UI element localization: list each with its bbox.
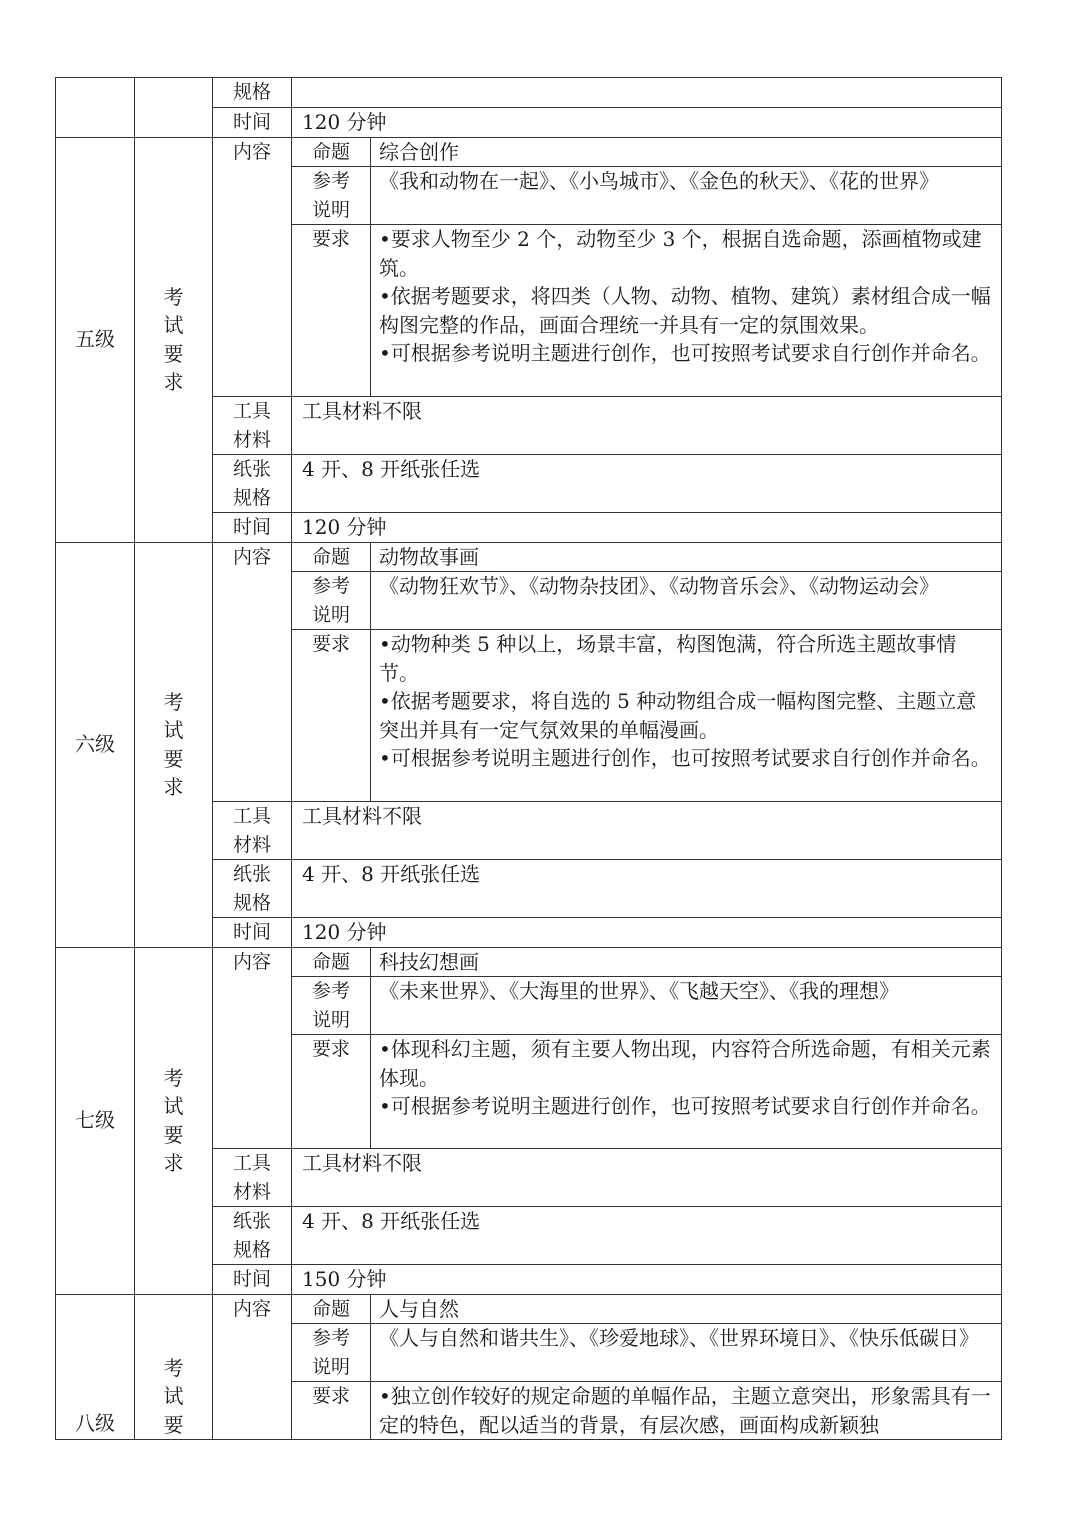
exam-requirement-label: 考 试 要 求 [135,542,213,947]
level-7-topic-row [56,947,1002,977]
content-label: 内容 [213,1294,292,1440]
level-5-topic-row [56,137,1002,167]
topic-value: 动物故事画 [371,542,1002,572]
exam-requirement-label: 考 试 要 [135,1294,213,1440]
spec-value [292,78,1002,108]
requirements-label: 要求 [292,1035,371,1149]
reference-label: 参考 说明 [292,977,371,1035]
topic-label: 命题 [292,542,371,572]
reference-value: 《我和动物在一起》、《小鸟城市》、《金色的秋天》、《花的世界》 [371,167,1002,225]
topic-label: 命题 [292,1294,371,1324]
reference-label: 参考 说明 [292,572,371,630]
paper-value: 4 开、8 开纸张任选 [292,860,1002,918]
top-level-cell [56,78,135,138]
requirement-item: •可根据参考说明主题进行创作，也可按照考试要求自行创作并命名。 [379,1094,991,1118]
time-label: 时间 [213,108,292,138]
tools-label: 工具 材料 [213,1149,292,1207]
topic-value: 科技幻想画 [371,947,1002,977]
reference-value: 《未来世界》、《大海里的世界》、《飞越天空》、《我的理想》 [371,977,1002,1035]
content-label: 内容 [213,947,292,1149]
level-8-topic-row [56,1294,1002,1324]
requirements-label: 要求 [292,630,371,802]
paper-value: 4 开、8 开纸张任选 [292,455,1002,513]
content-label: 内容 [213,137,292,397]
time-value: 120 分钟 [292,513,1002,543]
tools-value: 工具材料不限 [292,802,1002,860]
requirement-item: •动物种类 5 种以上，场景丰富，构图饱满，符合所选主题故事情节。 [379,632,957,685]
spec-label: 规格 [213,78,292,108]
requirements-label: 要求 [292,1382,371,1440]
reference-value: 《动物狂欢节》、《动物杂技团》、《动物音乐会》、《动物运动会》 [371,572,1002,630]
tools-value: 工具材料不限 [292,1149,1002,1207]
exam-requirements-document [55,77,1001,1440]
time-label: 时间 [213,918,292,948]
requirements-value [371,1035,1002,1149]
requirement-item: •依据考题要求，将四类（人物、动物、植物、建筑）素材组合成一幅构图完整的作品，画面合理统一并具有一定的氛围效果。 [379,284,991,337]
tools-value: 工具材料不限 [292,397,1002,455]
reference-label: 参考 说明 [292,1324,371,1382]
requirement-item: •依据考题要求，将自选的 5 种动物组合成一幅构图完整、主题立意突出并具有一定气氛效果的单幅漫画。 [379,689,977,742]
requirement-item: •独立创作较好的规定命题的单幅作品，主题立意突出，形象需具有一定的特色，配以适当的背景，有层次感，画面构成新颖独 [379,1384,991,1437]
exam-requirement-label: 考 试 要 求 [135,947,213,1294]
level-6-topic-row [56,542,1002,572]
requirement-item: •可根据参考说明主题进行创作，也可按照考试要求自行创作并命名。 [379,746,991,770]
time-label: 时间 [213,513,292,543]
topic-value: 人与自然 [371,1294,1002,1324]
content-label: 内容 [213,542,292,802]
level-label: 六级 [56,542,135,947]
time-value: 120 分钟 [292,108,1002,138]
requirements-value [371,630,1002,802]
exam-requirements-table [55,77,1002,1440]
time-value: 150 分钟 [292,1265,1002,1295]
level-label: 七级 [56,947,135,1294]
paper-value: 4 开、8 开纸张任选 [292,1207,1002,1265]
level-label: 八级 [56,1294,135,1440]
tools-label: 工具 材料 [213,802,292,860]
topic-label: 命题 [292,137,371,167]
requirements-value [371,1382,1002,1440]
tools-label: 工具 材料 [213,397,292,455]
top-spec-row [56,78,1002,108]
time-value: 120 分钟 [292,918,1002,948]
reference-label: 参考 说明 [292,167,371,225]
top-requirement-cell [135,78,213,138]
paper-label: 纸张 规格 [213,455,292,513]
requirement-item: •可根据参考说明主题进行创作，也可按照考试要求自行创作并命名。 [379,341,991,365]
topic-value: 综合创作 [371,137,1002,167]
requirements-label: 要求 [292,225,371,397]
paper-label: 纸张 规格 [213,860,292,918]
time-label: 时间 [213,1265,292,1295]
topic-label: 命题 [292,947,371,977]
level-label: 五级 [56,137,135,542]
requirement-item: •体现科幻主题，须有主要人物出现，内容符合所选命题，有相关元素体现。 [379,1037,991,1090]
exam-requirement-label: 考 试 要 求 [135,137,213,542]
reference-value: 《人与自然和谐共生》、《珍爱地球》、《世界环境日》、《快乐低碳日》 [371,1324,1002,1382]
paper-label: 纸张 规格 [213,1207,292,1265]
requirements-value [371,225,1002,397]
requirement-item: •要求人物至少 2 个，动物至少 3 个，根据自选命题，添画植物或建筑。 [379,227,982,280]
